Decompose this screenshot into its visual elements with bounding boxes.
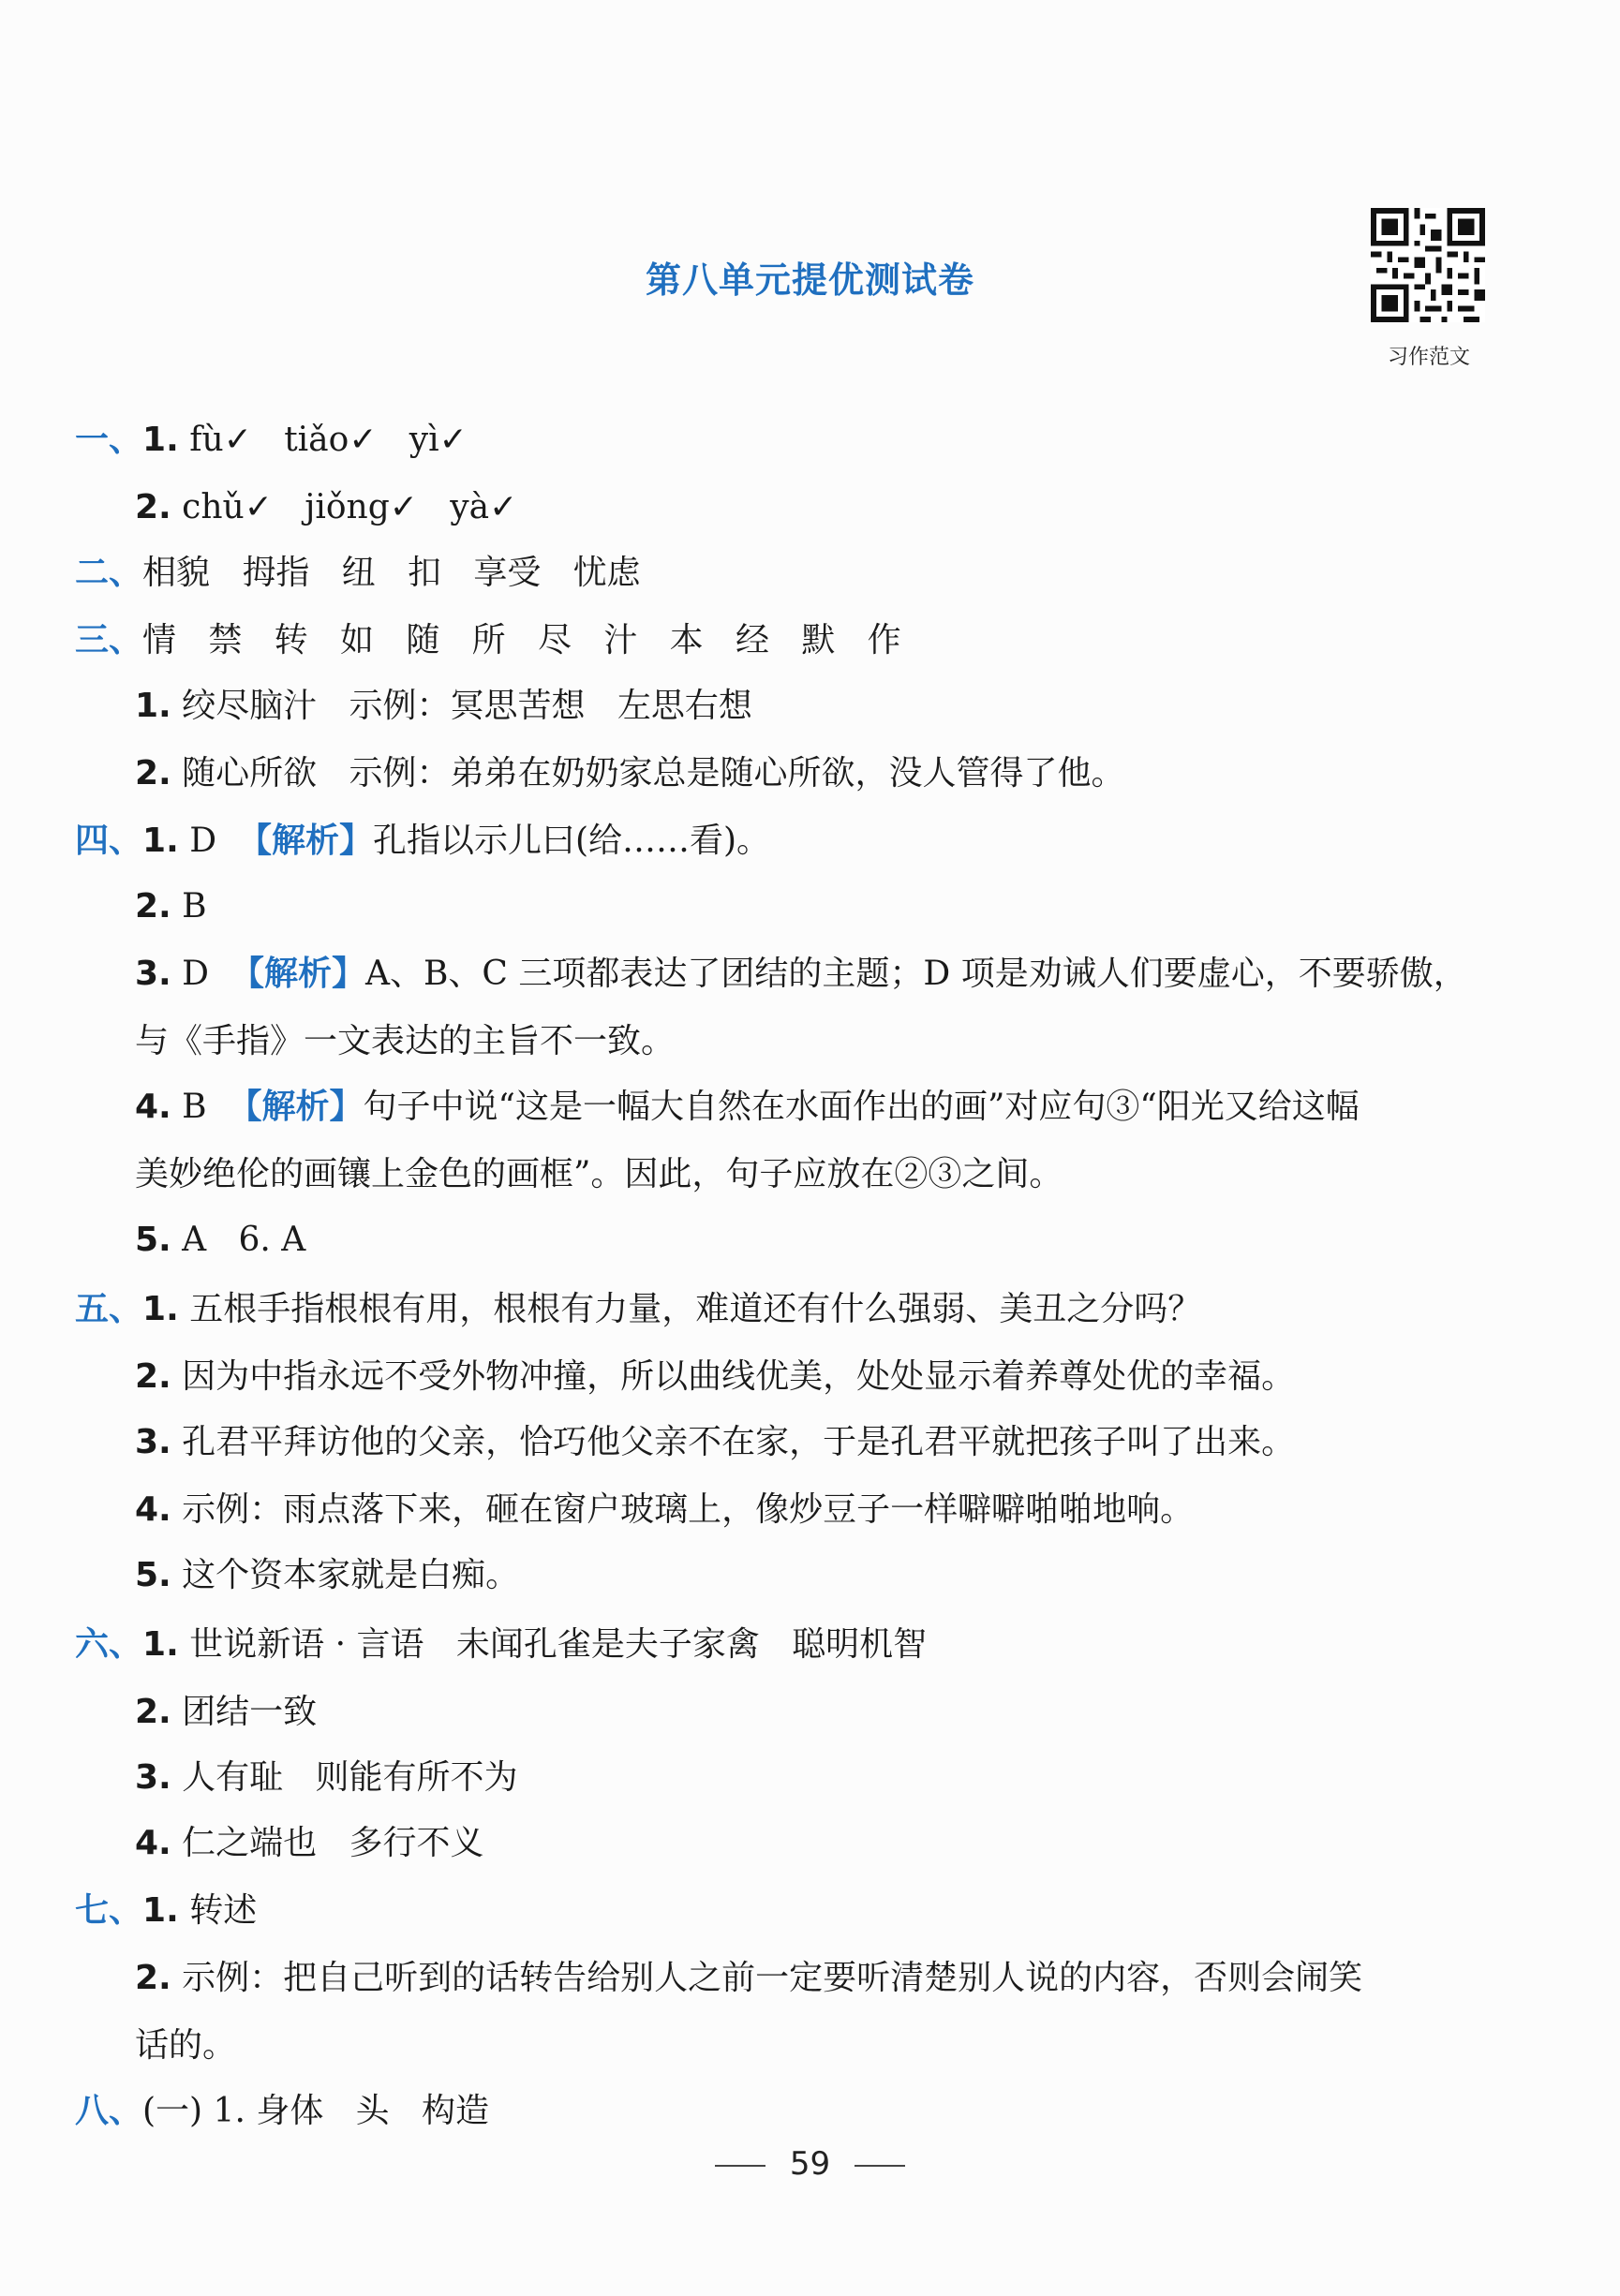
question-number: 2. xyxy=(135,754,171,792)
qr-code[interactable] xyxy=(1371,208,1485,322)
answer-line xyxy=(135,1489,1194,1531)
question-number: 1. xyxy=(142,1891,179,1930)
answer-text: 示例：雨点落下来，砸在窗户玻璃上，像炒豆子一样噼噼啪啪地响。 xyxy=(171,1490,1195,1529)
answer-text: D xyxy=(178,822,238,860)
question-number: 1. xyxy=(135,687,171,725)
answer-line xyxy=(135,1555,519,1596)
answer-text: B xyxy=(171,887,207,926)
analysis-text: A、B、C 三项都表达了团结的主题；D 项是劝诫人们要虚心，不要骄傲， xyxy=(364,955,1467,993)
section-number: 五、 xyxy=(75,1290,143,1328)
question-number: 3. xyxy=(135,1758,171,1797)
section-number: 三、 xyxy=(75,621,143,659)
answer-text: B xyxy=(171,1088,229,1126)
answer-text: 人有耻 则能有所不为 xyxy=(171,1758,518,1797)
analysis-text: 句子中说“这是一幅大自然在水面作出的画”对应句③“阳光又给这幅 xyxy=(363,1088,1360,1126)
answer-line xyxy=(135,753,1125,794)
answer-line xyxy=(135,1422,1295,1463)
question-number: 1. xyxy=(142,822,179,860)
answer-line xyxy=(135,1823,484,1864)
answer-line xyxy=(135,1220,305,1261)
answer-text: 话的。 xyxy=(135,2026,237,2065)
answer-line xyxy=(135,1154,1063,1195)
question-number: 3. xyxy=(135,1423,171,1461)
question-number: 5. xyxy=(135,1221,171,1259)
question-number: 5. xyxy=(135,1556,171,1594)
answer-line xyxy=(75,821,770,862)
answer-text: chǔ✓ jiǒng✓ yà✓ xyxy=(171,488,518,526)
answer-line xyxy=(75,1890,257,1932)
page-number-dash-left xyxy=(715,2165,765,2167)
question-number: 2. xyxy=(135,488,171,526)
analysis-tag: 【解析】 xyxy=(237,822,373,860)
answer-line xyxy=(135,2025,236,2066)
question-number: 4. xyxy=(135,1490,171,1529)
section-number: 八、 xyxy=(75,2092,143,2130)
answer-text: 五根手指根根有用，根根有力量，难道还有什么强弱、美丑之分吗？ xyxy=(178,1290,1202,1328)
answer-line xyxy=(135,686,752,727)
analysis-tag: 【解析】 xyxy=(230,955,365,993)
answer-text: (一) 1. 身体 头 构造 xyxy=(142,2092,490,2130)
answer-line xyxy=(135,886,207,927)
answer-text: 美妙绝伦的画镶上金色的画框”。因此，句子应放在②③之间。 xyxy=(135,1155,1063,1193)
answer-line xyxy=(75,1289,1201,1330)
section-number: 二、 xyxy=(75,554,143,592)
answer-text: 绞尽脑汁 示例：冥思苦想 左思右想 xyxy=(171,687,752,725)
question-number: 2. xyxy=(135,1959,171,1997)
qr-caption: 习作范文 xyxy=(1387,346,1470,369)
answer-text: 仁之端也 多行不义 xyxy=(171,1824,484,1862)
answer-text: D xyxy=(171,955,230,993)
answer-text: 情 禁 转 如 随 所 尽 汁 本 经 默 作 xyxy=(142,621,901,659)
question-number: 4. xyxy=(135,1088,171,1126)
answer-line xyxy=(75,420,468,461)
answer-line xyxy=(135,1958,1362,1999)
answer-line xyxy=(135,487,517,528)
answer-text: 因为中指永远不受外物冲撞，所以曲线优美，处处显示着养尊处优的幸福。 xyxy=(171,1357,1296,1396)
answer-text: 相貌 拇指 纽 扣 享受 忧虑 xyxy=(142,554,641,592)
answer-line xyxy=(135,1757,518,1799)
answer-line xyxy=(75,553,641,594)
page-number xyxy=(0,2145,1620,2183)
question-number: 4. xyxy=(135,1824,171,1862)
answer-text: 世说新语 · 言语 未闻孔雀是夫子家禽 聪明机智 xyxy=(178,1625,928,1664)
answer-line xyxy=(135,1356,1295,1398)
answer-line xyxy=(75,1624,927,1666)
question-number: 2. xyxy=(135,1693,171,1731)
answer-text: 团结一致 xyxy=(171,1693,318,1731)
answer-text: fù✓ tiǎo✓ yì✓ xyxy=(178,421,468,459)
answer-line xyxy=(135,954,1467,995)
question-number: 2. xyxy=(135,1357,171,1396)
answer-text: A 6. A xyxy=(171,1221,306,1259)
answer-text: 与《手指》一文表达的主旨不一致。 xyxy=(135,1022,676,1060)
answer-text: 转述 xyxy=(178,1891,258,1930)
answer-text: 示例：把自己听到的话转告给别人之前一定要听清楚别人说的内容，否则会闹笑 xyxy=(171,1959,1363,1997)
section-number: 一、 xyxy=(75,421,143,459)
page-number-text: 59 xyxy=(789,2145,831,2183)
question-number: 2. xyxy=(135,887,171,926)
question-number: 3. xyxy=(135,955,171,993)
analysis-text: 孔指以示儿曰(给……看)。 xyxy=(372,822,771,860)
answer-line xyxy=(135,1692,317,1733)
section-number: 七、 xyxy=(75,1891,143,1930)
answer-line xyxy=(75,620,901,661)
section-number: 六、 xyxy=(75,1625,143,1664)
page-title: 第八单元提优测试卷 xyxy=(645,259,974,301)
question-number: 1. xyxy=(142,1625,179,1664)
question-number: 1. xyxy=(142,421,179,459)
answer-text: 孔君平拜访他的父亲，恰巧他父亲不在家，于是孔君平就把孩子叫了出来。 xyxy=(171,1423,1296,1461)
question-number: 1. xyxy=(142,1290,179,1328)
section-number: 四、 xyxy=(75,822,143,860)
answer-line xyxy=(135,1021,675,1062)
analysis-tag: 【解析】 xyxy=(228,1088,364,1126)
answer-text: 这个资本家就是白痴。 xyxy=(171,1556,520,1594)
page-number-dash-right xyxy=(855,2165,905,2167)
answer-line xyxy=(135,1087,1360,1128)
answer-line xyxy=(75,2091,489,2132)
answer-text: 随心所欲 示例：弟弟在奶奶家总是随心所欲，没人管得了他。 xyxy=(171,754,1125,792)
